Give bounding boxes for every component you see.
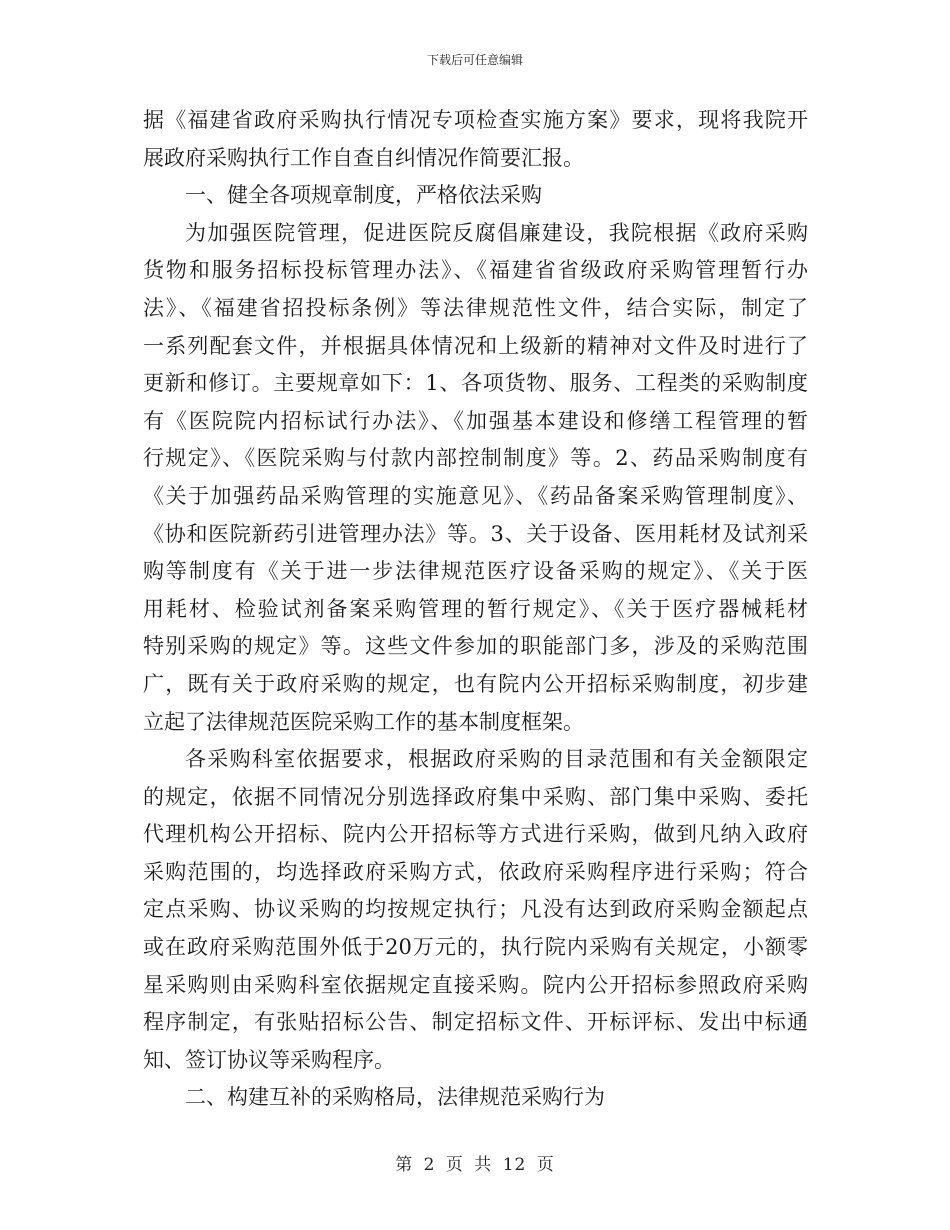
body-line: 有《医院院内招标试行办法》、《加强基本建设和修缮工程管理的暂: [143, 408, 808, 433]
section-heading-1: 一、健全各项规章制度，严格依法采购: [185, 183, 542, 208]
body-line: 各采购科室依据要求，根据政府采购的目录范围和有关金额限定: [185, 747, 808, 772]
body-line: 《协和医院新药引进管理办法》等。3、关于设备、医用耗材及试剂采: [143, 521, 808, 546]
page-header: 下载后可任意编辑: [426, 53, 523, 67]
body-line: 据《福建省政府采购执行情况专项检查实施方案》要求，现将我院开: [143, 108, 808, 132]
body-line: 或在政府采购范围外低于20万元的，执行院内采购有关规定，小额零: [143, 935, 808, 960]
body-line: 广，既有关于政府采购的规定，也有院内公开招标采购制度，初步建: [143, 671, 808, 696]
body-line: 一系列配套文件，并根据具体情况和上级新的精神对文件及时进行了: [143, 333, 808, 358]
document-body: [143, 102, 808, 1117]
body-line: 知、签订协议等采购程序。: [143, 1047, 395, 1072]
body-line: 采购范围的，均选择政府采购方式，依政府采购程序进行采购；符合: [143, 859, 808, 884]
body-line: 《关于加强药品采购管理的实施意见》、《药品备案采购管理制度》、: [143, 483, 808, 508]
body-line: 法》、《福建省招投标条例》等法律规范性文件，结合实际，制定了: [143, 295, 808, 320]
body-line: 更新和修订。主要规章如下：1、各项货物、服务、工程类的采购制度: [143, 371, 808, 396]
body-line: 星采购则由采购科室依据规定直接采购。院内公开招标参照政府采购: [143, 972, 808, 997]
body-line: 立起了法律规范医院采购工作的基本制度框架。: [143, 709, 584, 734]
body-line: 为加强医院管理，促进医院反腐倡廉建设，我院根据《政府采购: [185, 220, 808, 245]
body-line: 程序制定，有张贴招标公告、制定招标文件、开标评标、发出中标通: [143, 1010, 808, 1035]
body-line: 的规定，依据不同情况分别选择政府集中采购、部门集中采购、委托: [143, 784, 808, 809]
section-heading-2: 二、构建互补的采购格局，法律规范采购行为: [185, 1085, 605, 1110]
body-line: 货物和服务招标投标管理办法》、《福建省省级政府采购管理暂行办: [143, 258, 808, 283]
page-number-footer: 第 2 页 共 12 页: [395, 1155, 555, 1175]
body-line: 购等制度有《关于进一步法律规范医疗设备采购的规定》、《关于医: [143, 559, 808, 584]
body-line: 定点采购、协议采购的均按规定执行；凡没有达到政府采购金额起点: [143, 897, 808, 922]
body-line: 展政府采购执行工作自查自纠情况作简要汇报。: [143, 145, 584, 170]
body-line: 代理机构公开招标、院内公开招标等方式进行采购，做到凡纳入政府: [143, 822, 808, 847]
body-line: 用耗材、检验试剂备案采购管理的暂行规定》、《关于医疗器械耗材: [143, 596, 808, 621]
body-line: 行规定》、《医院采购与付款内部控制制度》等。2、药品采购制度有: [143, 446, 808, 471]
body-line: 特别采购的规定》等。这些文件参加的职能部门多，涉及的采购范围: [143, 634, 808, 659]
